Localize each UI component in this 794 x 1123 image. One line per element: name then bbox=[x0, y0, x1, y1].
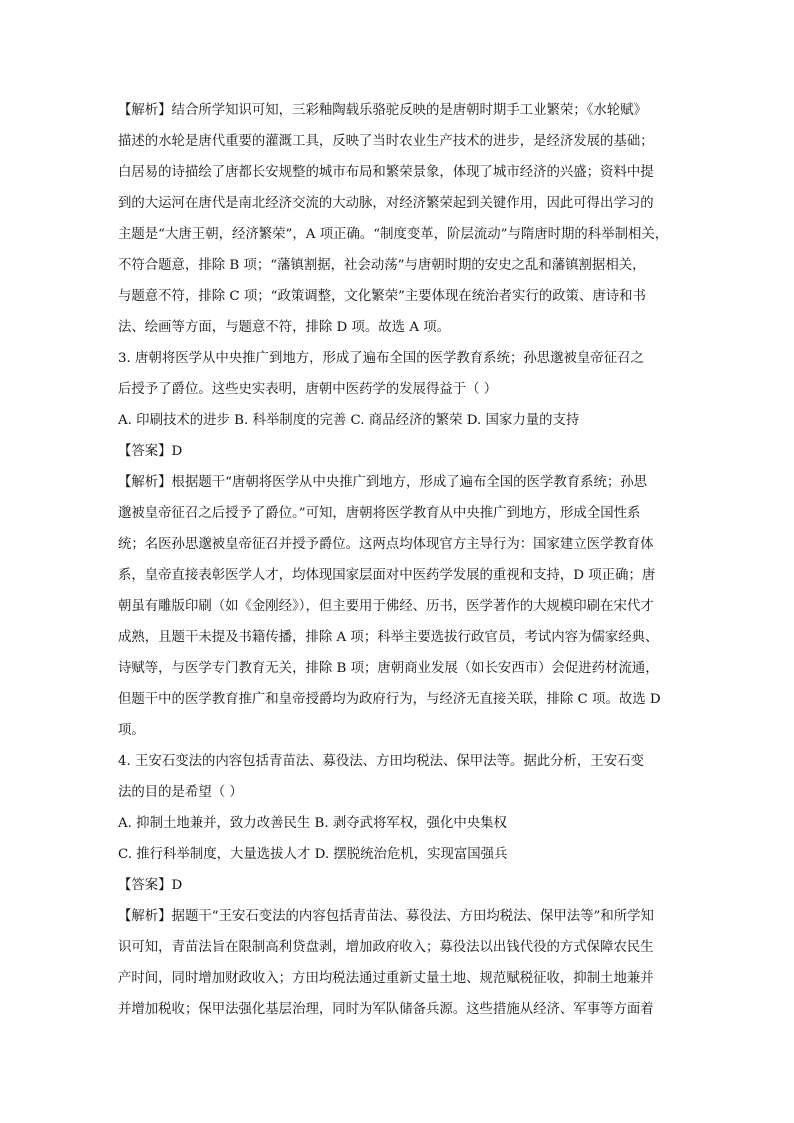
text-line: 【解析】结合所学知识可知，三彩釉陶载乐骆驼反映的是唐朝时期手工业繁荣；《水轮赋》 bbox=[118, 103, 647, 118]
question-options: A. 印刷技术的进步 B. 科举制度的完善 C. 商品经济的繁荣 D. 国家力量的支持 bbox=[118, 413, 580, 428]
question-options: C. 推行科举制度，大量选拔人才 D. 摆脱统治危机，实现富国强兵 bbox=[118, 847, 508, 862]
question-4 bbox=[118, 746, 678, 870]
text-line: 系，皇帝直接表彰医学人才，均体现国家层面对中医药学发展的重视和支持，D 项正确；唐 bbox=[118, 568, 656, 583]
question-stem-line: 法的目的是希望（ ） bbox=[118, 785, 243, 800]
text-line: 产时间，同时增加财政收入；方田均税法通过重新丈量土地、规范赋税征收，抑制土地兼并 bbox=[118, 971, 654, 986]
text-line: 但题干中的医学教育推广和皇帝授爵均为政府行为，与经济无直接关联，排除 C 项。故选 D bbox=[118, 692, 661, 707]
answer-line: 【答案】D bbox=[118, 444, 183, 459]
analysis-question-4 bbox=[118, 901, 678, 1025]
text-line: 【解析】据题干“王安石变法的内容包括青苗法、募役法、方田均税法、保甲法等”和所学知 bbox=[118, 909, 654, 924]
question-options: A. 抑制土地兼并，致力改善民生 B. 剥夺武将军权，强化中央集权 bbox=[118, 816, 507, 831]
document-page bbox=[118, 95, 678, 1025]
answer-question-4 bbox=[118, 870, 678, 901]
analysis-question-3 bbox=[118, 467, 678, 746]
text-line: 法、绘画等方面，与题意不符，排除 D 项。故选 A 项。 bbox=[118, 320, 451, 335]
text-line: 到的大运河在唐代是南北经济交流的大动脉，对经济繁荣起到关键作用，因此可得出学习的 bbox=[118, 196, 654, 211]
text-line: 并增加税收；保甲法强化基层治理，同时为军队储备兵源。这些措施从经济、军事等方面着 bbox=[118, 1002, 654, 1017]
text-line: 描述的水轮是唐代重要的灌溉工具，反映了当时农业生产技术的进步，是经济发展的基础； bbox=[118, 134, 654, 149]
text-line: 主题是“大唐王朝，经济繁荣”，A 项正确。“制度变革，阶层流动”与隋唐时期的科举制相关， bbox=[118, 227, 669, 242]
text-line: 项。 bbox=[118, 723, 145, 738]
text-line: 成熟，且题干未提及书籍传播，排除 A 项；科举主要选拔行政官员，考试内容为儒家经典、 bbox=[118, 630, 659, 645]
text-line: 不符合题意，排除 B 项；“藩镇割据，社会动荡”与唐朝时期的安史之乱和藩镇割据相关， bbox=[118, 258, 646, 273]
text-line: 识可知，青苗法旨在限制高利贷盘剥，增加政府收入；募役法以出钱代役的方式保障农民生 bbox=[118, 940, 654, 955]
text-line: 朝虽有雕版印刷（如《金刚经》），但主要用于佛经、历书，医学著作的大规模印刷在宋代才 bbox=[118, 599, 654, 614]
text-line: 统；名医孙思邈被皇帝征召并授予爵位。这两点均体现官方主导行为：国家建立医学教育体 bbox=[118, 537, 654, 552]
question-3 bbox=[118, 343, 678, 436]
question-stem-line: 后授予了爵位。这些史实表明，唐朝中医药学的发展得益于（ ） bbox=[118, 382, 498, 397]
answer-line: 【答案】D bbox=[118, 878, 183, 893]
text-line: 白居易的诗描绘了唐都长安规整的城市布局和繁荣景象，体现了城市经济的兴盛；资料中提 bbox=[118, 165, 654, 180]
answer-question-3 bbox=[118, 436, 678, 467]
text-line: 与题意不符，排除 C 项；“政策调整，文化繁荣”主要体现在统治者实行的政策、唐诗和书 bbox=[118, 289, 646, 304]
analysis-question-2 bbox=[118, 95, 678, 343]
text-line: 诗赋等，与医学专门教育无关，排除 B 项；唐朝商业发展（如长安西市）会促进药材流通， bbox=[118, 661, 659, 676]
text-line: 邈被皇帝征召之后授予了爵位。”可知，唐朝将医学教育从中央推广到地方，形成全国性系 bbox=[118, 506, 641, 521]
question-stem-line: 4. 王安石变法的内容包括青苗法、募役法、方田均税法、保甲法等。据此分析，王安石变 bbox=[118, 754, 644, 769]
question-stem-line: 3. 唐朝将医学从中央推广到地方，形成了遍布全国的医学教育系统；孙思邈被皇帝征召之 bbox=[118, 351, 644, 366]
text-line: 【解析】根据题干“唐朝将医学从中央推广到地方，形成了遍布全国的医学教育系统；孙思 bbox=[118, 475, 648, 490]
